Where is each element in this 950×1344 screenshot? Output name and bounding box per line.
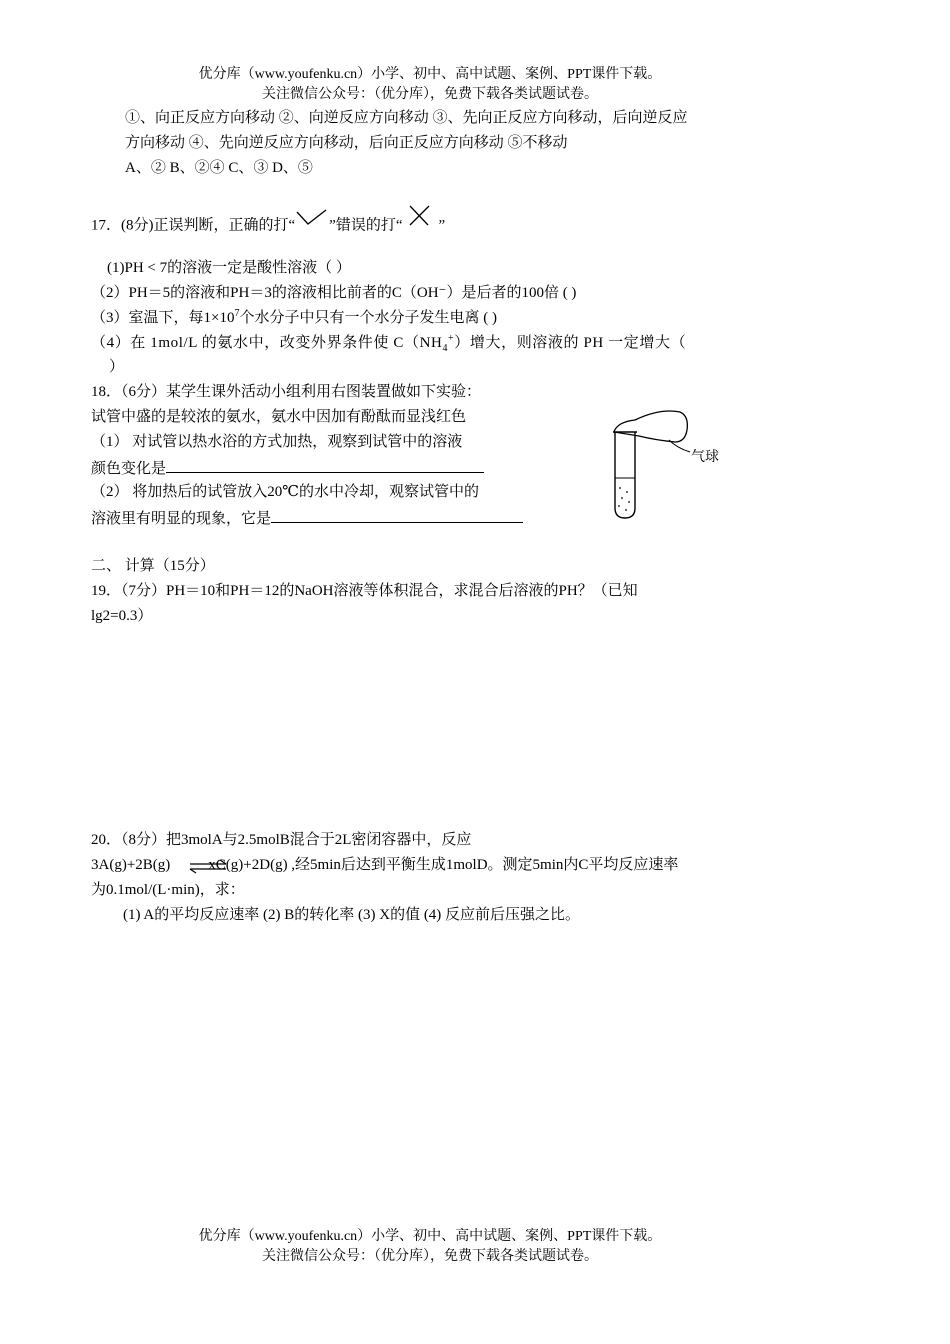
q20-line1: 20．（8分）把3molA与2.5molB混合于2L密闭容器中，反应 — [91, 832, 472, 848]
q18-line1: 18．（6分）某学生课外活动小组利用右图装置做如下实验： — [91, 384, 482, 400]
test-tube-balloon-drawing — [605, 400, 745, 525]
q18-line2: 试管中盛的是较浓的氨水，氨水中因加有酚酞而显浅红色 — [91, 409, 467, 425]
q18-line4-text: 颜色变化是 — [91, 461, 167, 477]
q17-item2: （2）PH＝5的溶液和PH＝3的溶液相比前者的C（OH⁻）是后者的100倍 ( ) — [91, 285, 577, 301]
q17-intro-c: ” — [438, 217, 446, 234]
q18-line6 — [91, 508, 523, 528]
q17-item3-b: 个水分子中只有一个水分子发生电离 ( ) — [239, 310, 497, 326]
q17-item4-sup: + — [448, 333, 455, 344]
q17-item3-exp: 7 — [234, 308, 240, 319]
q18-answer-blank-1[interactable] — [166, 458, 484, 473]
q20-eq-right: xC(g)+2D(g) ,经5min后达到平衡生成1molD。测定5min内C平均反应速率 — [208, 857, 679, 873]
q18-line4 — [91, 458, 484, 478]
q16-options-line2: 方向移动 ④、先向逆反应方向移动，后向正反应方向移动 ⑤不移动 — [125, 135, 568, 151]
page-header-line1: 优分库（www.youfenku.cn）小学、初中、高中试题、案例、PPT课件下载。 — [198, 67, 662, 82]
balloon-label: 气球 — [691, 449, 719, 465]
q20-eq-left: 3A(g)+2B(g) — [91, 857, 171, 873]
q17-item1: (1)PH < 7的溶液一定是酸性溶液（ ） — [107, 260, 351, 276]
page-header-line2: 关注微信公众号：（优分库），免费下载各类试题试卷。 — [262, 87, 598, 102]
q18-line5: （2） 将加热后的试管放入20℃的水中冷却，观察试管中的 — [91, 484, 480, 500]
q17-item4-sub: 4 — [442, 343, 449, 354]
q17-item4-b: ）增大，则溶液的 PH 一定增大（ — [454, 335, 687, 351]
q20-line3: 为0.1mol/(L·min)，求： — [91, 882, 245, 898]
cross-icon — [402, 203, 438, 229]
q17-intro-a: 17．(8分)正误判断，正确的打“ — [91, 217, 296, 234]
q17-item3-a: （3）室温下，每1×10 — [91, 310, 235, 326]
q20-equation-line — [91, 856, 678, 874]
q17-item3 — [91, 309, 497, 327]
q17-item4 — [91, 334, 773, 352]
q17-intro — [91, 213, 445, 239]
page-footer-line2: 关注微信公众号：（优分库），免费下载各类试题试卷。 — [262, 1249, 598, 1264]
q18-answer-blank-2[interactable] — [271, 508, 523, 523]
q17-intro-b: ”错误的打“ — [329, 217, 403, 234]
q16-options-line1: ①、向正反应方向移动 ②、向逆反应方向移动 ③、先向正反应方向移动，后向逆反应 — [125, 110, 688, 126]
q19-line1: 19．（7分）PH＝10和PH＝12的NaOH溶液等体积混合，求混合后溶液的PH？（已知 — [91, 583, 638, 599]
q18-line3: （1） 对试管以热水浴的方式加热，观察到试管中的溶液 — [91, 434, 463, 450]
q19-line2: lg2=0.3） — [91, 608, 153, 624]
section2-heading: 二、 计算（15分） — [91, 558, 215, 574]
q17-item4-a: （4）在 1mol/L 的氨水中，改变外界条件使 C（NH — [91, 335, 443, 351]
q16-choices: A、② B、②④ C、③ D、⑤ — [125, 160, 313, 176]
checkmark-icon — [295, 206, 329, 230]
q18-line6-text: 溶液里有明显的现象，它是 — [91, 511, 272, 527]
page-footer-line1: 优分库（www.youfenku.cn）小学、初中、高中试题、案例、PPT课件下载。 — [198, 1229, 662, 1244]
q17-item4-close: ） — [109, 359, 125, 375]
test-tube-balloon-figure — [605, 400, 745, 525]
q20-subquestions: (1) A的平均反应速率 (2) B的转化率 (3) X的值 (4) 反应前后压强之比。 — [123, 907, 581, 923]
